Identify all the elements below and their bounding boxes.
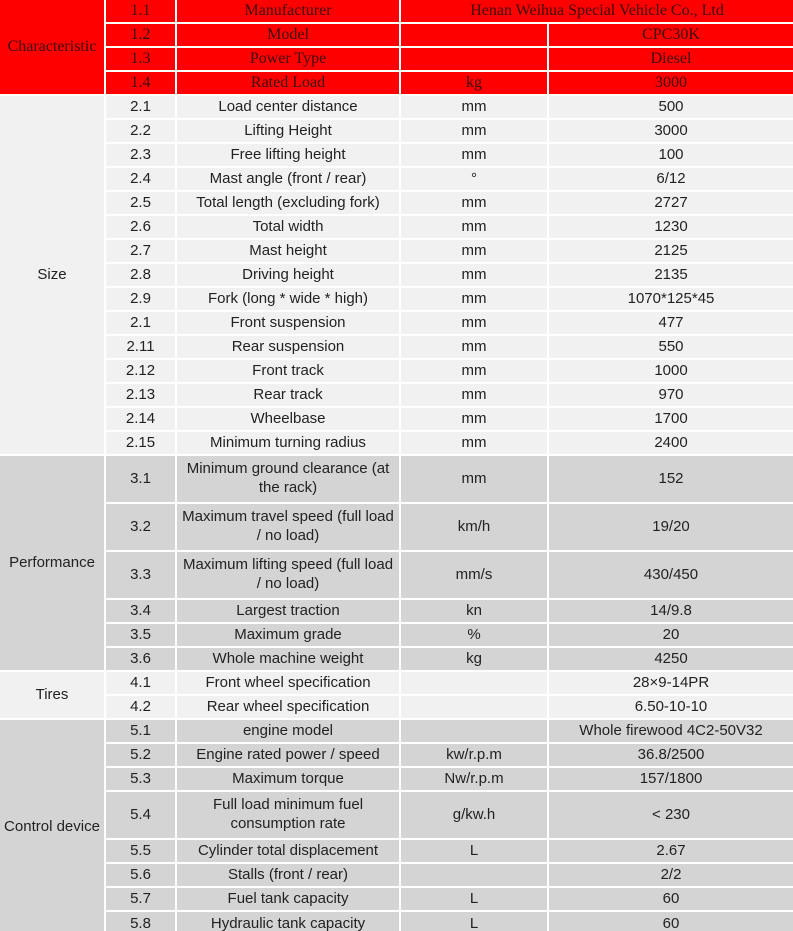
value-cell: 100	[549, 144, 793, 168]
row-number-cell: 4.2	[106, 696, 177, 720]
row-number-cell: 5.4	[106, 792, 177, 840]
spec-row	[0, 648, 793, 672]
row-number-cell: 4.1	[106, 672, 177, 696]
unit-cell: mm	[401, 192, 549, 216]
item-cell: Free lifting height	[177, 144, 401, 168]
value-cell: 6/12	[549, 168, 793, 192]
value-cell: 1070*125*45	[549, 288, 793, 312]
value-cell: < 230	[549, 792, 793, 840]
value-cell: 1000	[549, 360, 793, 384]
spec-row	[0, 864, 793, 888]
item-cell: Hydraulic tank capacity	[177, 912, 401, 931]
value-cell: 4250	[549, 648, 793, 672]
spec-row	[0, 168, 793, 192]
spec-row	[0, 264, 793, 288]
spec-row	[0, 912, 793, 931]
item-cell: Power Type	[177, 48, 401, 72]
unit-cell: km/h	[401, 504, 549, 552]
row-number-cell: 3.5	[106, 624, 177, 648]
item-cell: Maximum torque	[177, 768, 401, 792]
value-cell: 152	[549, 456, 793, 504]
row-number-cell: 2.6	[106, 216, 177, 240]
row-number-cell: 2.1	[106, 312, 177, 336]
value-cell: 550	[549, 336, 793, 360]
item-cell: Fuel tank capacity	[177, 888, 401, 912]
spec-row	[0, 120, 793, 144]
value-cell: 157/1800	[549, 768, 793, 792]
item-cell: Driving height	[177, 264, 401, 288]
item-cell: Stalls (front / rear)	[177, 864, 401, 888]
value-cell: 500	[549, 96, 793, 120]
value-cell: 60	[549, 888, 793, 912]
row-number-cell: 3.3	[106, 552, 177, 600]
spec-row	[0, 552, 793, 600]
spec-row	[0, 384, 793, 408]
row-number-cell: 3.2	[106, 504, 177, 552]
spec-row	[0, 624, 793, 648]
spec-row	[0, 792, 793, 840]
value-cell: 2727	[549, 192, 793, 216]
value-cell: 36.8/2500	[549, 744, 793, 768]
value-cell: CPC30K	[549, 24, 793, 48]
item-cell: Model	[177, 24, 401, 48]
item-cell: Rated Load	[177, 72, 401, 96]
value-cell: 3000	[549, 72, 793, 96]
item-cell: Rear suspension	[177, 336, 401, 360]
row-number-cell: 1.4	[106, 72, 177, 96]
unit-cell: mm	[401, 96, 549, 120]
unit-cell: mm	[401, 432, 549, 456]
row-number-cell: 2.4	[106, 168, 177, 192]
value-cell: 477	[549, 312, 793, 336]
unit-cell: Nw/r.p.m	[401, 768, 549, 792]
value-cell: 2125	[549, 240, 793, 264]
row-number-cell: 2.11	[106, 336, 177, 360]
spec-row	[0, 72, 793, 96]
unit-cell: mm	[401, 264, 549, 288]
unit-cell: %	[401, 624, 549, 648]
unit-cell: g/kw.h	[401, 792, 549, 840]
spec-row	[0, 840, 793, 864]
row-number-cell: 2.14	[106, 408, 177, 432]
item-cell: Rear track	[177, 384, 401, 408]
value-cell: 2400	[549, 432, 793, 456]
spec-row	[0, 456, 793, 504]
spec-row	[0, 696, 793, 720]
value-cell: 19/20	[549, 504, 793, 552]
value-cell: 3000	[549, 120, 793, 144]
spec-row	[0, 408, 793, 432]
item-cell: Cylinder total displacement	[177, 840, 401, 864]
row-number-cell: 5.8	[106, 912, 177, 931]
unit-cell: mm	[401, 384, 549, 408]
spec-row	[0, 288, 793, 312]
unit-cell: mm	[401, 408, 549, 432]
row-number-cell: 2.15	[106, 432, 177, 456]
item-cell: Rear wheel specification	[177, 696, 401, 720]
value-cell: 1700	[549, 408, 793, 432]
unit-cell	[401, 672, 549, 696]
item-cell: Engine rated power / speed	[177, 744, 401, 768]
value-cell: 2/2	[549, 864, 793, 888]
unit-cell: kw/r.p.m	[401, 744, 549, 768]
value-cell: 2135	[549, 264, 793, 288]
row-number-cell: 5.2	[106, 744, 177, 768]
unit-cell: mm	[401, 312, 549, 336]
section-label-size: Size	[0, 96, 106, 456]
unit-cell	[401, 864, 549, 888]
unit-cell: mm	[401, 288, 549, 312]
unit-cell	[401, 696, 549, 720]
item-cell: Front suspension	[177, 312, 401, 336]
row-number-cell: 1.2	[106, 24, 177, 48]
unit-cell: kg	[401, 72, 549, 96]
unit-cell: mm	[401, 216, 549, 240]
spec-row	[0, 0, 793, 24]
item-cell: engine model	[177, 720, 401, 744]
item-cell: Maximum travel speed (full load / no load)	[177, 504, 401, 552]
item-cell: Minimum turning radius	[177, 432, 401, 456]
row-number-cell: 2.5	[106, 192, 177, 216]
unit-cell: L	[401, 840, 549, 864]
spec-row	[0, 360, 793, 384]
unit-cell: L	[401, 888, 549, 912]
section-label-control-device: Control device	[0, 720, 106, 931]
unit-cell: mm	[401, 456, 549, 504]
spec-row	[0, 96, 793, 120]
item-cell: Whole machine weight	[177, 648, 401, 672]
unit-cell: mm/s	[401, 552, 549, 600]
item-cell: Wheelbase	[177, 408, 401, 432]
unit-cell: mm	[401, 240, 549, 264]
value-cell: 2.67	[549, 840, 793, 864]
item-cell: Mast angle (front / rear)	[177, 168, 401, 192]
value-cell: Whole firewood 4C2-50V32	[549, 720, 793, 744]
row-number-cell: 2.3	[106, 144, 177, 168]
row-number-cell: 1.1	[106, 0, 177, 24]
row-number-cell: 5.6	[106, 864, 177, 888]
item-cell: Front track	[177, 360, 401, 384]
spec-row	[0, 432, 793, 456]
spec-row	[0, 312, 793, 336]
spec-row	[0, 48, 793, 72]
unit-cell: mm	[401, 360, 549, 384]
item-cell: Front wheel specification	[177, 672, 401, 696]
item-cell: Load center distance	[177, 96, 401, 120]
unit-cell: °	[401, 168, 549, 192]
row-number-cell: 2.12	[106, 360, 177, 384]
spec-row	[0, 24, 793, 48]
unit-cell	[401, 720, 549, 744]
row-number-cell: 5.3	[106, 768, 177, 792]
row-number-cell: 3.1	[106, 456, 177, 504]
section-label-tires: Tires	[0, 672, 106, 720]
row-number-cell: 5.5	[106, 840, 177, 864]
spec-row	[0, 192, 793, 216]
item-cell: Maximum lifting speed (full load / no load)	[177, 552, 401, 600]
item-cell: Manufacturer	[177, 0, 401, 24]
spec-row	[0, 600, 793, 624]
unit-cell: kg	[401, 648, 549, 672]
item-cell: Full load minimum fuel consumption rate	[177, 792, 401, 840]
value-cell: 1230	[549, 216, 793, 240]
spec-row	[0, 744, 793, 768]
unit-cell: mm	[401, 336, 549, 360]
item-cell: Minimum ground clearance (at the rack)	[177, 456, 401, 504]
value-cell: 14/9.8	[549, 600, 793, 624]
value-cell: 20	[549, 624, 793, 648]
spec-row	[0, 720, 793, 744]
unit-cell: L	[401, 912, 549, 931]
value-cell: 6.50-10-10	[549, 696, 793, 720]
value-cell: 28×9-14PR	[549, 672, 793, 696]
item-cell: Total length (excluding fork)	[177, 192, 401, 216]
spec-row	[0, 504, 793, 552]
row-number-cell: 2.7	[106, 240, 177, 264]
item-cell: Total width	[177, 216, 401, 240]
row-number-cell: 2.9	[106, 288, 177, 312]
row-number-cell: 5.7	[106, 888, 177, 912]
value-cell: 430/450	[549, 552, 793, 600]
unit-cell	[401, 48, 549, 72]
row-number-cell: 2.1	[106, 96, 177, 120]
unit-cell: mm	[401, 120, 549, 144]
spec-row	[0, 240, 793, 264]
spec-row	[0, 216, 793, 240]
section-label-performance: Performance	[0, 456, 106, 672]
spec-row	[0, 336, 793, 360]
row-number-cell: 5.1	[106, 720, 177, 744]
row-number-cell: 3.6	[106, 648, 177, 672]
row-number-cell: 2.13	[106, 384, 177, 408]
unit-cell: mm	[401, 144, 549, 168]
row-number-cell: 2.8	[106, 264, 177, 288]
section-label-characteristic: Characteristic	[0, 0, 106, 96]
value-cell: 970	[549, 384, 793, 408]
value-cell: Henan Weihua Special Vehicle Co., Ltd	[401, 0, 793, 24]
spec-row	[0, 672, 793, 696]
item-cell: Largest traction	[177, 600, 401, 624]
spec-row	[0, 888, 793, 912]
row-number-cell: 1.3	[106, 48, 177, 72]
item-cell: Lifting Height	[177, 120, 401, 144]
unit-cell: kn	[401, 600, 549, 624]
item-cell: Maximum grade	[177, 624, 401, 648]
item-cell: Mast height	[177, 240, 401, 264]
row-number-cell: 2.2	[106, 120, 177, 144]
value-cell: Diesel	[549, 48, 793, 72]
value-cell: 60	[549, 912, 793, 931]
item-cell: Fork (long * wide * high)	[177, 288, 401, 312]
unit-cell	[401, 24, 549, 48]
spec-row	[0, 768, 793, 792]
spec-row	[0, 144, 793, 168]
row-number-cell: 3.4	[106, 600, 177, 624]
